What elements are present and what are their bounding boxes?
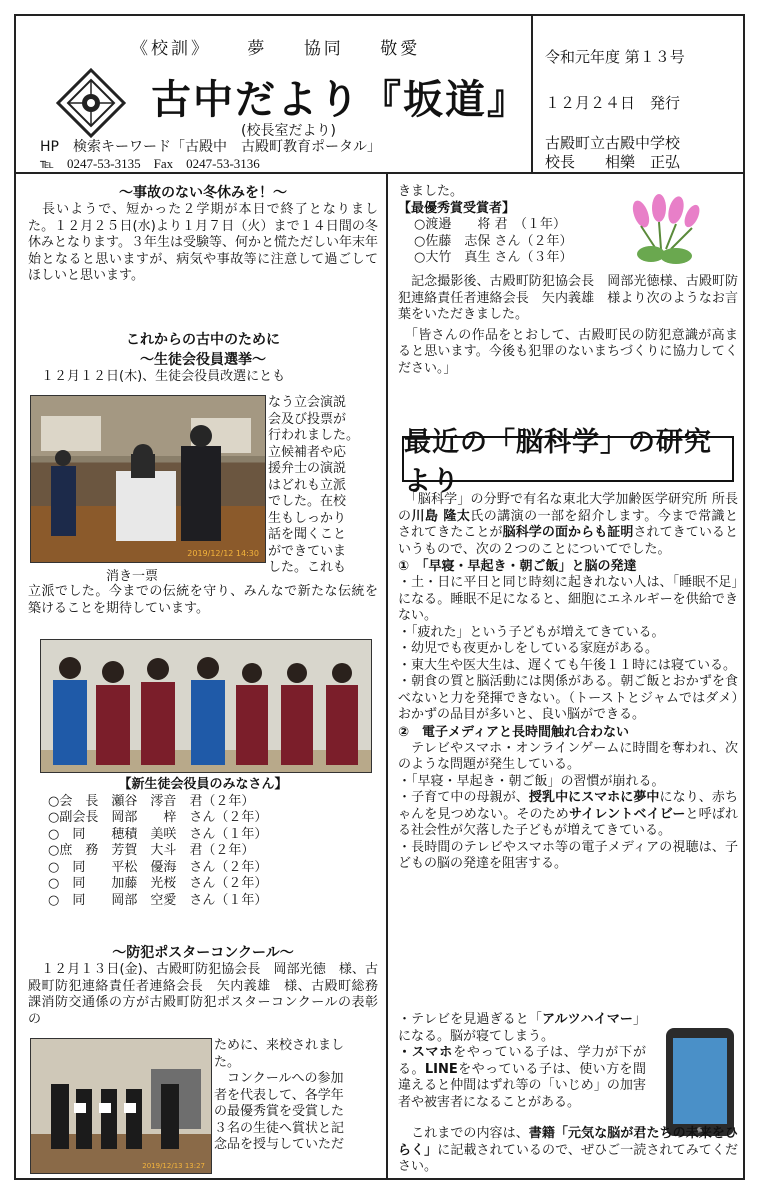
left-column — [16, 174, 388, 1178]
award-quote: 「皆さんの作品をとおして、古殿町民の防犯意識が高まると思います。今後も犯罪のないまちづくりに協力してください。」 — [398, 327, 738, 376]
item-text: 」になる。脳が寝てしまう。 — [398, 1012, 646, 1044]
side-line: コンクールへの参加 — [214, 1071, 344, 1086]
winter-break-heading: ～事故のない冬休みを！～ — [119, 185, 287, 201]
principal-name: 校長 相樂 正弘 — [545, 153, 681, 171]
homepage-keyword: HP 検索キーワード「古殿中 古殿町教育ポータル」 — [40, 139, 381, 155]
election-heading-2: ～生徒会役員選挙～ — [140, 352, 266, 368]
issue-number: 令和元年度 第１３号 — [545, 48, 685, 66]
book-title: 書籍「元気な脳が君たちの未来をひらく」 — [398, 1126, 738, 1158]
award-winner: ○大竹 真生 さん（３年） — [414, 250, 573, 265]
item-text: をやっている子は、使い方を間違えると仲間はずれ等の「いじめ」の加害者や被害者になることがある。 — [398, 1061, 646, 1110]
poster-contest-heading: ～防犯ポスターコンクール～ — [112, 945, 294, 961]
topic-1-heading: ① 「早寝・早起き・朝ご飯」と脳の発達 — [398, 559, 637, 574]
roster-item: ○ 同 平松 優海 さん（２年） — [48, 859, 268, 875]
side-line: 生もしっかり — [268, 510, 347, 526]
intro-emphasis: 脳科学の面からも証明 — [502, 525, 634, 540]
roster-item: ○副会長 岡部 梓 さん（２年） — [48, 810, 268, 825]
poster-photo-timestamp: 2019/12/13 13:27 — [142, 1162, 205, 1170]
newsletter-page — [14, 14, 745, 1180]
tablet-icon — [664, 1026, 736, 1138]
side-line: 念品を授与していただ — [214, 1137, 345, 1152]
topic-1-item: ・土・日に平日と同じ時刻に起きれない人は、「睡眠不足」になる。睡眠不足になると、細胞にエネルギーを供給できない。 — [398, 575, 738, 623]
election-photo — [30, 395, 266, 563]
cyclamen-flower-icon — [626, 194, 706, 268]
poster-award-photo — [30, 1038, 212, 1174]
winter-break-body: 長いようで、短かった２学期が本日で終了となりました。１２月２５日(水)より１月７日（火）まで１４日間の冬休みとなります。３年生は受験等、何かと慌ただしい年末年始となると思いますが、病気や事故等に注意して過ごしてほしいと思います。 — [28, 202, 378, 283]
roster-item: ○庶 務 芳賀 大斗 君（２年） — [48, 843, 255, 858]
award-winner: ○渡邉 将 君 （１年） — [414, 217, 566, 232]
school-motto — [131, 34, 448, 59]
school-emblem-icon — [56, 68, 126, 138]
researcher-name: 川島 隆太 — [411, 508, 471, 524]
school-name: 古殿町立古殿中学校 — [545, 134, 681, 152]
side-line: 行われました。 — [268, 428, 360, 443]
continued-text: きました。 — [398, 184, 464, 199]
topic-1-item: ・東大生や医大生は、遅くても午後１１時には寝ている。 — [398, 657, 737, 673]
item-emphasis: アルツハイマー — [541, 1012, 633, 1027]
side-line: の最優秀賞を受賞した — [214, 1104, 345, 1119]
motto-respect: 敬愛 — [380, 39, 421, 59]
election-photo-timestamp: 2019/12/12 14:30 — [187, 549, 259, 558]
side-line: 立候補者や応 — [268, 444, 347, 460]
right-column — [388, 174, 743, 1178]
side-line: ために、来校されまし — [214, 1038, 345, 1053]
topic-2-item — [398, 790, 738, 840]
side-line: した。これも — [268, 560, 347, 575]
poster-award-image — [31, 1039, 211, 1173]
closing-note — [398, 1126, 738, 1176]
motto-dream: 夢 — [247, 39, 268, 59]
council-members-photo — [40, 639, 372, 773]
side-line: はどれも立派 — [268, 477, 347, 493]
topic-2-item — [398, 1045, 646, 1111]
roster-item: ○ 同 岡部 空愛 さん（１年） — [48, 892, 268, 908]
motto-cooperation: 協同 — [303, 39, 344, 59]
side-line: でした。在校 — [268, 494, 347, 509]
side-line: 話を聞くこと — [268, 527, 347, 542]
masthead-left — [16, 16, 533, 172]
election-photo-image — [31, 396, 265, 562]
item-text: をやっている子は、学力が下がる。 — [398, 1045, 646, 1077]
topic-2-item: ・「早寝・早起き・朝ご飯」の習慣が崩れる。 — [398, 773, 665, 789]
election-side-text — [268, 395, 380, 577]
topic-1-item: ・朝食の質と脳活動には関係がある。朝ご飯とおかずを食べないと力を発揮できない。（トーストとジャムではダメ）おかずの品目が多いと、良い脳ができる。 — [398, 674, 738, 722]
item-text: ・子育て中の母親が、 — [398, 790, 529, 805]
item-text: と呼ばれる社会性が欠落した子どもが増えてきている。 — [398, 806, 738, 838]
council-roster — [28, 777, 378, 909]
intro-text: されてきているというもので、次の２つのことについてでした。 — [398, 525, 738, 557]
roster-item: ○ 同 穂積 美咲 さん（１年） — [48, 826, 268, 842]
brain-science-banner: 最近の「脳科学」の研究より — [402, 436, 734, 482]
item-emphasis: ・スマホ — [398, 1045, 454, 1060]
council-members-image — [41, 640, 371, 772]
motto-label: 《校訓》 — [131, 39, 211, 59]
item-emphasis: LINE — [424, 1061, 458, 1077]
intro-text: 氏の講演の一部を紹介します。今まで常識とされてきたことが — [398, 508, 738, 540]
side-line: 者を代表して、各学年 — [214, 1087, 344, 1103]
roster-item: ○会 長 瀬谷 澪音 君（２年） — [48, 793, 255, 809]
topic-2-item: ・長時間のテレビやスマホ等の電子メディアの視聴は、子どもの脳の発達を阻害する。 — [398, 839, 738, 871]
closing-text: これまでの内容は、 — [398, 1126, 529, 1141]
topic-2-lead: テレビやスマホ・オンラインゲームに時間を奪われ、次のような問題が発生している。 — [398, 740, 738, 772]
issue-date: １２月２４日 発行 — [545, 94, 681, 112]
topic-1-item: ・幼児でも夜更かしをしている家庭がある。 — [398, 641, 659, 656]
side-line: ができていま — [268, 543, 347, 559]
election-closing: 立派でした。今までの伝統を守り、みんなで新たな伝統を築けることを期待しています。 — [28, 584, 378, 616]
item-emphasis: 授乳中にスマホに夢中 — [528, 790, 660, 805]
intro-text: 「脳科学」の分野で有名な東北大学加齢医学研究所 所長の — [398, 492, 738, 524]
award-ceremony-text: 記念撮影後、古殿町防犯協会長 岡部光徳様、古殿町防犯連絡責任者連絡会長 矢内義雄 様より次のようなお言葉をいただきました。 — [398, 274, 738, 322]
brain-science-intro — [398, 492, 738, 558]
newsletter-title: 古中だより『坂道』 — [151, 76, 529, 123]
item-emphasis: サイレントベイビー — [568, 806, 686, 822]
contact-line: ℡ 0247-53-3135 Fax 0247-53-3136 — [40, 156, 260, 171]
topic-1-item: ・「疲れた」という子どもが増えてきている。 — [398, 624, 665, 640]
side-line: なう立会演説 — [268, 395, 347, 410]
topic-2-heading: ② 電子メディアと長時間触れ合わない — [398, 724, 629, 740]
masthead — [16, 16, 743, 174]
newsletter-subtitle: (校長室だより) — [241, 123, 336, 139]
poster-contest-body: １２月１３日(金)、古殿町防犯協会長 岡部光徳 様、古殿町防犯連絡責任者連絡会長 矢内義雄 様、古殿町総務課消防交通係の方が古殿町防犯ポスターコンクールの表彰の — [28, 962, 378, 1027]
side-line: 会及び投票が — [268, 411, 347, 427]
item-text: ・テレビを見過ぎると「 — [398, 1012, 542, 1027]
side-line: た。 — [214, 1054, 241, 1070]
roster-title: 【新生徒会役員のみなさん】 — [118, 777, 288, 792]
election-heading-1: これからの古中のために — [126, 332, 280, 348]
election-photo-caption: 消き一票 — [106, 569, 159, 584]
poster-side-text — [214, 1038, 382, 1154]
roster-item: ○ 同 加藤 光桜 さん（２年） — [48, 876, 268, 891]
closing-text: に記載されているので、ぜひご一読されてみてください。 — [398, 1142, 738, 1174]
masthead-right — [533, 16, 743, 172]
item-text: になり、赤ちゃんを見つめない。そのため — [398, 790, 738, 822]
side-line: ３名の生徒へ賞状と記 — [214, 1120, 345, 1136]
election-lead: １２月１２日(木)、生徒会役員改選にとも — [28, 369, 286, 384]
topic-2-item — [398, 1012, 646, 1045]
award-heading: 【最優秀賞受賞者】 — [398, 200, 516, 216]
award-winner: ○佐藤 志保 さん（２年） — [414, 233, 573, 249]
side-line: 援弁士の演説 — [268, 461, 347, 476]
